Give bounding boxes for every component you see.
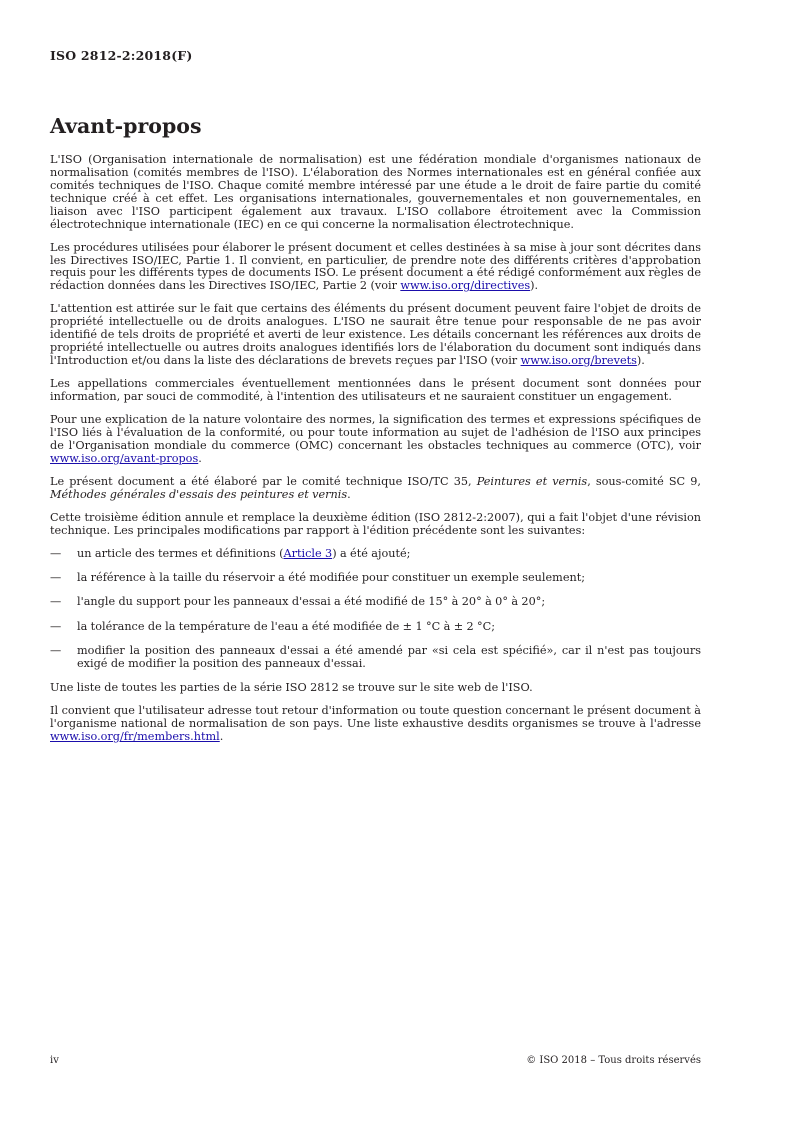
directives-link[interactable]: www.iso.org/directives xyxy=(400,279,531,293)
patents-link[interactable]: www.iso.org/brevets xyxy=(520,354,637,368)
paragraph-patents: L'attention est attirée sur le fait que certains des éléments du présent document peuvent faire l'objet de droits de propriété intellectuelle ou de droits analogues. L'ISO ne saurait être tenue pour responsable de ne pas avoir identifié de tels droits de propriété et averti de leur existence. Les détails concernant les références aux droits de propriété intellectuelle ou autres droits analogues identifiés lors de l'élaboration du document sont indiqués dans l'Introduction et/ou dans la liste des déclarations de brevets reçues par l'ISO (voir www.iso.org/brevets). xyxy=(50,302,701,368)
paragraph-voluntary-nature: Pour une explication de la nature volontaire des normes, la signification des termes et expressions spécifiques de l'ISO liés à l'évaluation de la conformité, ou pour toute information au sujet de l'adhésion de l'ISO aux principes de l'Organisation mondiale du commerce (OMC) concernant les obstacles techniques au commerce (OTC), voir www.iso.org/avant-propos. xyxy=(50,413,701,465)
paragraph-series-list: Une liste de toutes les parties de la série ISO 2812 se trouve sur le site web de l'ISO. xyxy=(50,680,533,694)
paragraph-edition: Cette troisième édition annule et remplace la deuxième édition (ISO 2812-2:2007), qui a fait l'objet d'une révision technique. Les principales modifications par rapport à l'édition précédente sont les suivantes: xyxy=(50,510,701,537)
members-link[interactable]: www.iso.org/fr/members.html xyxy=(50,729,220,743)
page-title: Avant-propos xyxy=(50,114,202,138)
dash-marker: — xyxy=(50,643,62,657)
dash-marker: — xyxy=(50,571,62,585)
dash-marker: — xyxy=(50,619,62,633)
changes-list xyxy=(50,548,701,671)
paragraph-trade-names: Les appellations commerciales éventuellement mentionnées dans le présent document sont données pour information, par souci de commodité, à l'intention des utilisateurs et ne sauraient constituer un engagement. xyxy=(50,377,701,404)
list-item: — la référence à la taille du réservoir a été modifiée pour constituer un exemple seulement; xyxy=(50,571,586,585)
page-footer xyxy=(50,1055,701,1066)
paragraph-committee: Le présent document a été élaboré par le comité technique ISO/TC 35, Peintures et vernis, sous-comité SC 9, Méthodes générales d'essais des peintures et vernis. xyxy=(50,474,701,501)
page-number: iv xyxy=(50,1055,59,1066)
article-3-link[interactable]: Article 3 xyxy=(283,546,333,560)
paragraph-feedback: Il convient que l'utilisateur adresse tout retour d'information ou toute question concernant le présent document à l'organisme national de normalisation de son pays. Une liste exhaustive desdits organismes se trouve à l'adresse www.iso.org/fr/members.html. xyxy=(50,703,701,743)
paragraph-iso-intro: L'ISO (Organisation internationale de normalisation) est une fédération mondiale d'organismes nationaux de normalisation (comités membres de l'ISO). L'élaboration des Normes internationales est en général confiée aux comités techniques de l'ISO. Chaque comité membre intéressé par une étude a le droit de faire partie du comité technique créé à cet effet. Les organisations internationales, gouvernementales et non gouvernementales, en liaison avec l'ISO participent également aux travaux. L'ISO collabore étroitement avec la Commission électrotechnique internationale (IEC) en ce qui concerne la normalisation électrotechnique. xyxy=(50,153,701,231)
list-item: — l'angle du support pour les panneaux d'essai a été modifié de 15° à 20° à 0° à 20°; xyxy=(50,595,546,609)
dash-marker: — xyxy=(50,546,62,560)
paragraph-procedures: Les procédures utilisées pour élaborer le présent document et celles destinées à sa mise à jour sont décrites dans les Directives ISO/IEC, Partie 1. Il convient, en particulier, de prendre note des différents critères d'approbation requis pour les différents types de documents ISO. Le présent document a été rédigé conformément aux règles de rédaction données dans les Directives ISO/IEC, Partie 2 (voir www.iso.org/directives). xyxy=(50,240,701,293)
document-id: ISO 2812-2:2018(F) xyxy=(50,48,193,63)
list-item: — la tolérance de la température de l'eau a été modifiée de ± 1 °C à ± 2 °C; xyxy=(50,619,496,633)
list-item: — modifier la position des panneaux d'essai a été amendé par «si cela est spécifié», car il n'est pas toujours exigé de modifier la position des panneaux d'essai. xyxy=(50,643,701,670)
copyright-notice: © ISO 2018 – Tous droits réservés xyxy=(526,1055,701,1066)
foreword-body xyxy=(50,154,701,754)
list-item: — un article des termes et définitions (Article 3) a été ajouté; xyxy=(50,546,411,560)
foreword-link[interactable]: www.iso.org/avant-propos xyxy=(50,451,199,465)
dash-marker: — xyxy=(50,595,62,609)
